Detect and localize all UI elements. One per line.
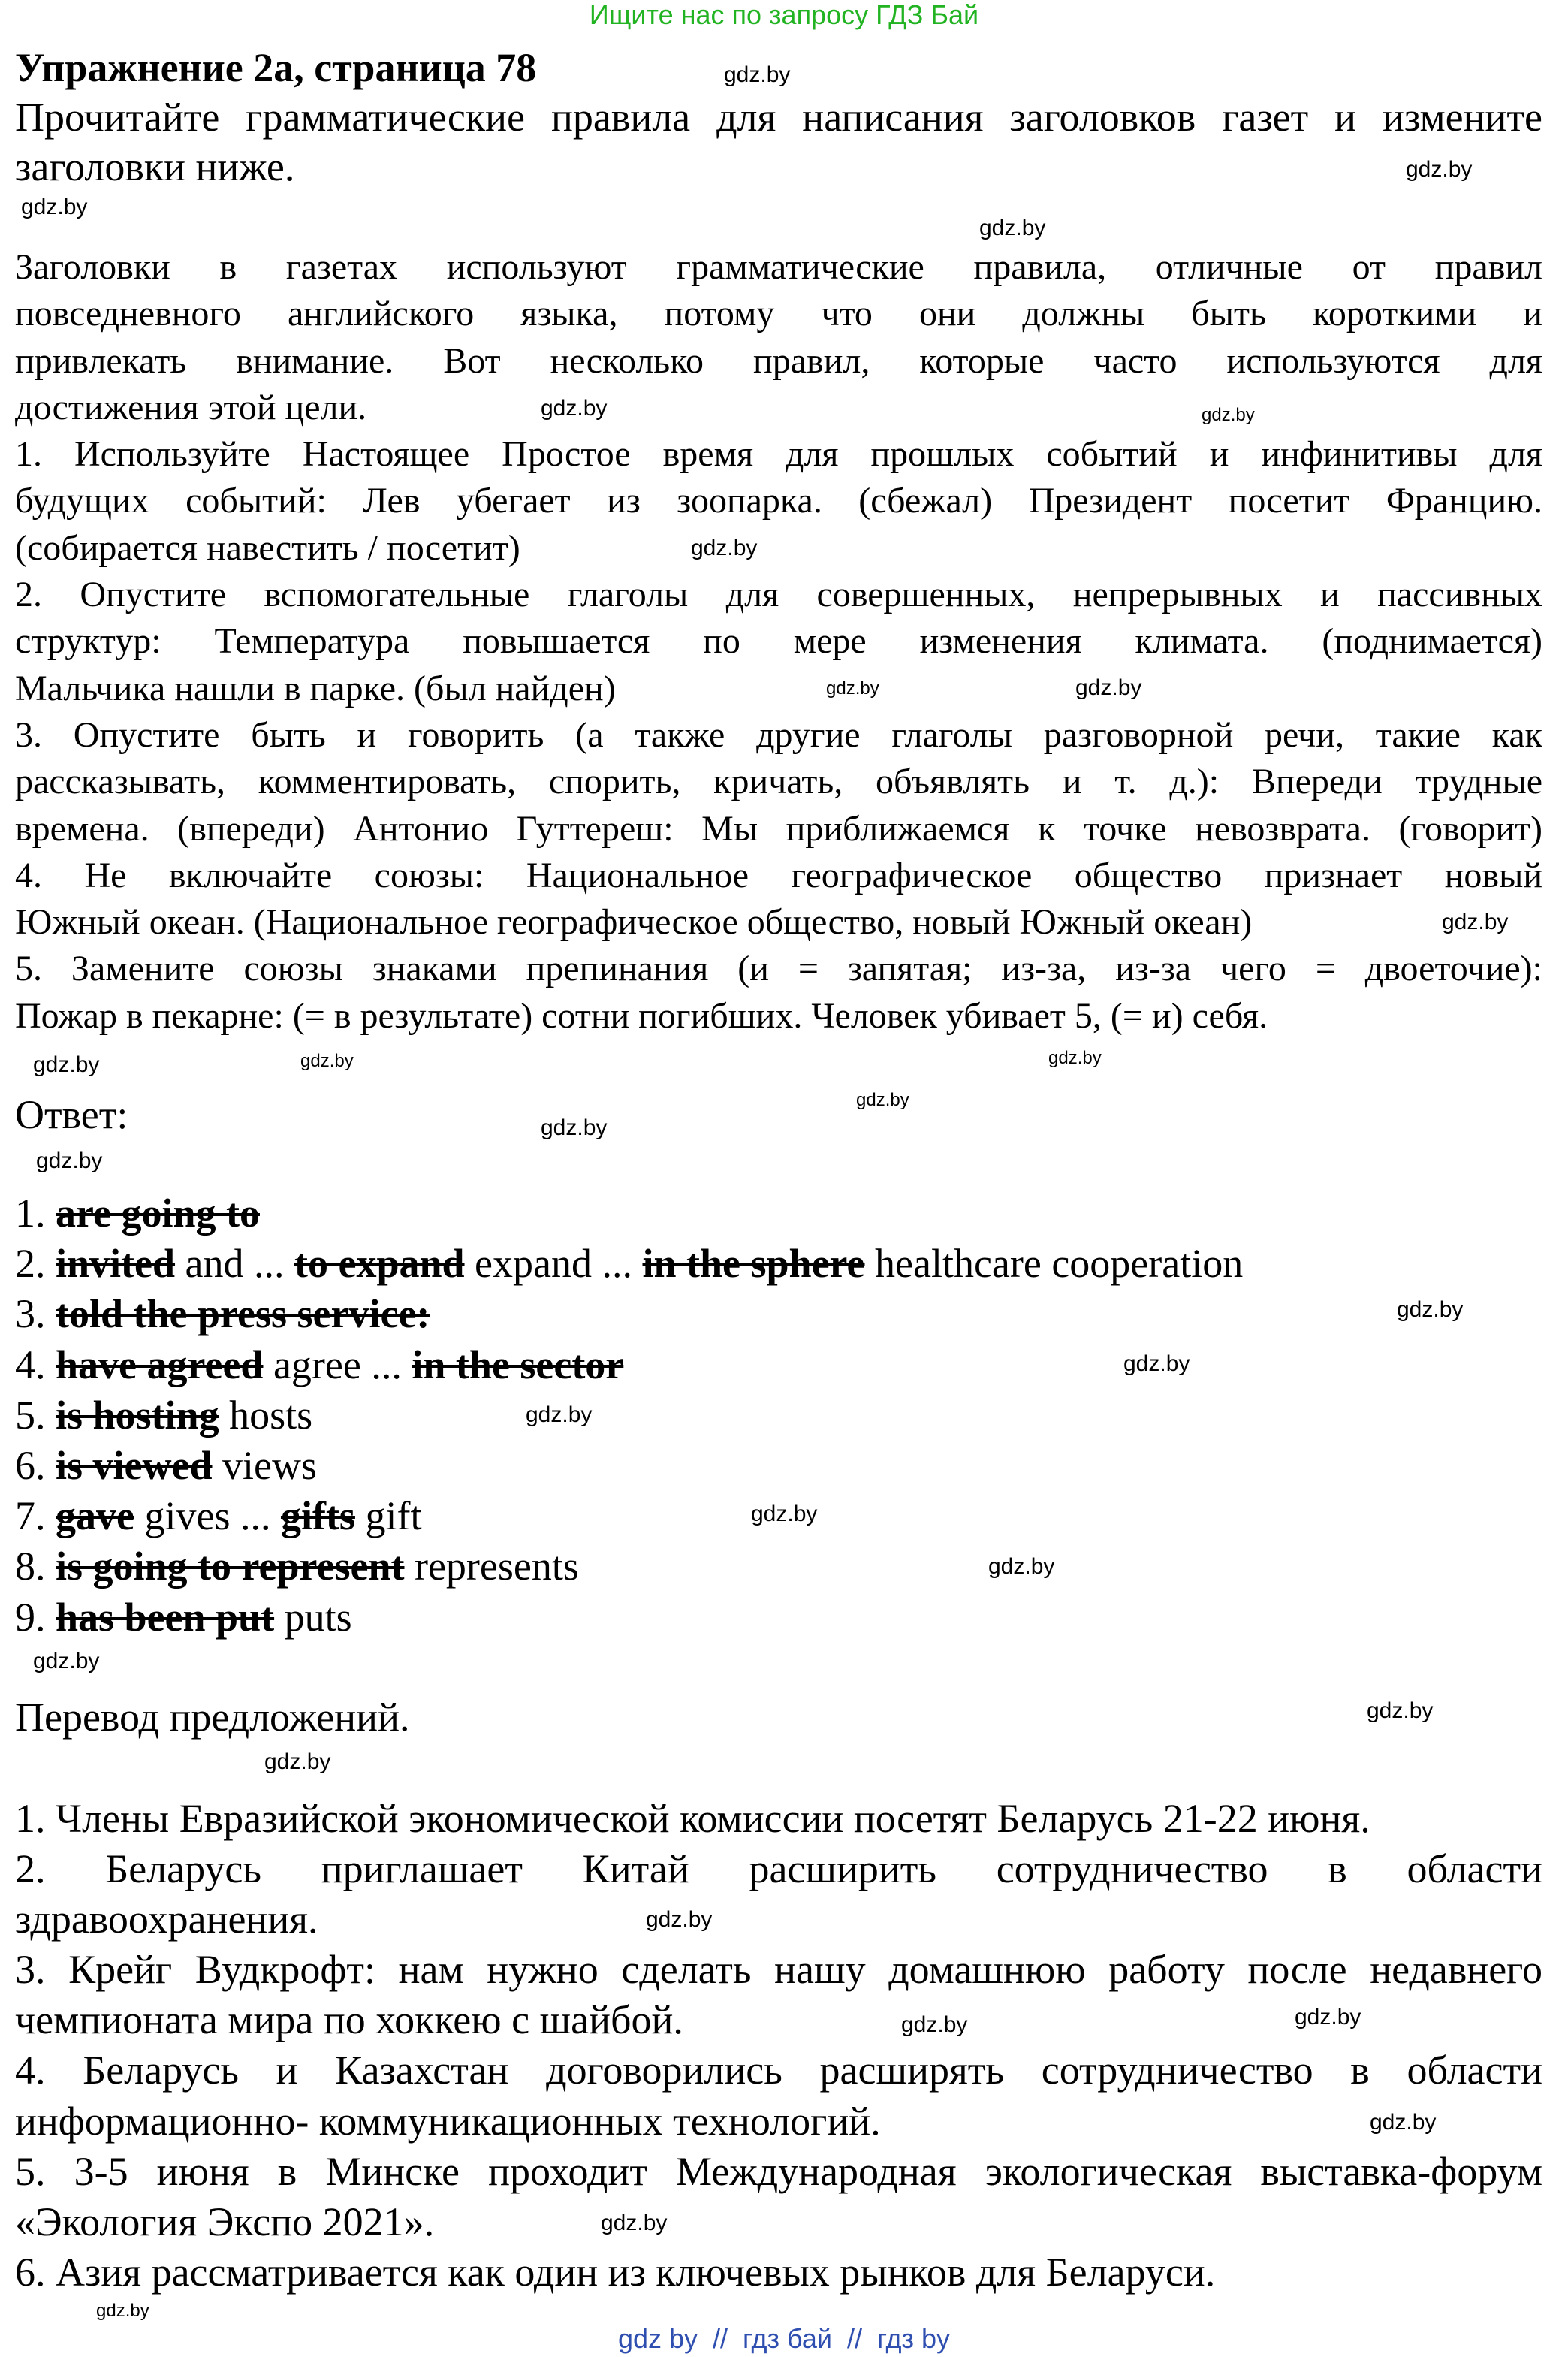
watermark: gdz.by: [988, 1554, 1055, 1579]
correction-text: healthcare cooperation: [875, 1241, 1244, 1287]
text-line: Южный океан. (Национальное географическое общество, новый Южный океан): [15, 902, 1253, 943]
item-number: 5.: [15, 1392, 46, 1438]
task-instructions: [15, 92, 1542, 192]
answer-item: [15, 1491, 421, 1541]
struck-text: invited: [56, 1241, 176, 1287]
translation-line: здравоохранения.: [15, 1897, 318, 1942]
watermark: gdz.by: [1075, 675, 1142, 700]
watermark: gdz.by: [646, 1907, 713, 1932]
watermark: gdz.by: [1406, 157, 1473, 182]
text-line: привлекать внимание. Вот несколько правил, которые часто используются для: [15, 340, 1542, 381]
item-number: 2.: [15, 1241, 46, 1287]
text-line: будущих событий: Лев убегает из зоопарка. (сбежал) Президент посетит Францию.: [15, 481, 1542, 521]
correction-text: hosts: [229, 1392, 313, 1438]
watermark: gdz.by: [751, 1501, 818, 1526]
struck-text: in the sphere: [642, 1241, 865, 1287]
struck-text: in the sector: [412, 1341, 624, 1387]
footer-links[interactable]: gdz by // гдз бай // гдз by: [617, 2323, 951, 2354]
correction-text: puts: [284, 1594, 352, 1640]
rules-text: [15, 244, 1542, 1040]
translation-line: 2. Беларусь приглашает Китай расширить сотрудничество в области: [15, 1846, 1542, 1892]
watermark: gdz.by: [1295, 2005, 1361, 2030]
translation-line: 1. Члены Евразийской экономической комиссии посетят Беларусь 21-22 июня.: [15, 1796, 1370, 1841]
answer-item: [15, 1188, 260, 1239]
watermark: gdz.by: [33, 1052, 100, 1077]
correction-text: gift: [365, 1493, 422, 1539]
rule-1: 1. Используйте Настоящее Простое время для прошлых событий и инфинитивы для: [15, 434, 1542, 475]
watermark: gdz.by: [300, 1051, 354, 1071]
answer-item: [15, 1239, 1243, 1289]
translation-heading: Перевод предложений.: [15, 1695, 410, 1740]
watermark: gdz.by: [1370, 2110, 1437, 2135]
item-number: 3.: [15, 1291, 46, 1337]
item-number: 4.: [15, 1341, 46, 1387]
watermark: gdz.by: [264, 1749, 331, 1774]
struck-text: have agreed: [56, 1341, 264, 1387]
text-line: рассказывать, комментировать, спорить, кричать, объявлять и т. д.): Впереди трудные: [15, 762, 1542, 802]
struck-text: has been put: [56, 1594, 275, 1640]
watermark: gdz.by: [36, 1148, 103, 1173]
struck-text: told the press service:: [56, 1291, 430, 1337]
watermark: gdz.by: [21, 195, 88, 219]
translation-line: «Экология Экспо 2021».: [15, 2199, 435, 2244]
struck-text: gifts: [280, 1493, 355, 1539]
struck-text: are going to: [56, 1191, 260, 1236]
item-number: 6.: [15, 1443, 46, 1489]
correction-text: agree ...: [273, 1341, 402, 1387]
text-line: (собирается навестить / посетит): [15, 527, 520, 568]
watermark: gdz.by: [1202, 405, 1255, 425]
translation-line: информационно- коммуникационных технологий.: [15, 2098, 881, 2144]
translation-line: 6. Азия рассматривается как один из ключевых рынков для Беларуси.: [15, 2249, 1216, 2295]
struck-text: gave: [56, 1493, 134, 1539]
watermark: gdz.by: [1442, 910, 1509, 934]
watermark: gdz.by: [1397, 1297, 1464, 1322]
rule-4: 4. Не включайте союзы: Национальное географическое общество признает новый: [15, 855, 1542, 895]
text-line: Заголовки в газетах используют грамматические правила, отличные от правил: [15, 247, 1542, 287]
translation-line: 5. 3-5 июня в Минске проходит Международная экологическая выставка-форум: [15, 2148, 1542, 2194]
watermark: gdz.by: [541, 396, 608, 421]
rule-3: 3. Опустите быть и говорить (а также другие глаголы разговорной речи, такие как: [15, 714, 1542, 755]
watermark: gdz.by: [1048, 1048, 1102, 1068]
answer-item: [15, 1441, 317, 1491]
watermark: gdz.by: [691, 536, 758, 560]
text-line: заголовки ниже.: [15, 144, 295, 189]
text-line: структур: Температура повышается по мере изменения климата. (поднимается): [15, 621, 1542, 662]
translation-list: [15, 1794, 1542, 2298]
watermark: gdz.by: [1367, 1698, 1434, 1723]
correction-text: gives ...: [144, 1493, 271, 1539]
watermark: gdz.by: [601, 2211, 668, 2235]
watermark: gdz.by: [33, 1649, 100, 1673]
answer-heading: Ответ:: [15, 1092, 128, 1137]
correction-text: and ...: [185, 1241, 285, 1287]
item-number: 9.: [15, 1594, 46, 1640]
page-title: Упражнение 2a, страница 78: [15, 45, 537, 90]
answer-item: [15, 1541, 579, 1592]
watermark: gdz.by: [856, 1090, 909, 1110]
struck-text: to expand: [294, 1241, 465, 1287]
answer-item: [15, 1289, 430, 1339]
struck-text: is viewed: [56, 1443, 213, 1489]
answer-list: [15, 1188, 1542, 1643]
correction-text: views: [222, 1443, 317, 1489]
answer-item: [15, 1390, 312, 1441]
text-line: Пожар в пекарне: (= в результате) сотни погибших. Человек убивает 5, (= и) себя.: [15, 995, 1268, 1036]
watermark: gdz.by: [1123, 1351, 1190, 1376]
watermark: gdz.by: [901, 2012, 968, 2037]
answer-item: [15, 1592, 352, 1643]
translation-line: 3. Крейг Вудкрофт: нам нужно сделать нашу домашнюю работу после недавнего: [15, 1947, 1542, 1993]
struck-text: is going to represent: [56, 1544, 405, 1589]
translation-line: 4. Беларусь и Казахстан договорились расширять сотрудничество в области: [15, 2048, 1542, 2093]
watermark: gdz.by: [724, 62, 791, 87]
rule-5: 5. Замените союзы знаками препинания (и = запятая; из-за, из-за чего = двоеточие):: [15, 949, 1542, 989]
watermark: gdz.by: [541, 1115, 608, 1140]
rule-2: 2. Опустите вспомогательные глаголы для совершенных, непрерывных и пассивных: [15, 575, 1542, 615]
item-number: 1.: [15, 1191, 46, 1236]
text-line: достижения этой цели.: [15, 387, 367, 427]
watermark: gdz.by: [826, 678, 879, 699]
text-line: повседневного английского языка, потому что они должны быть короткими и: [15, 294, 1542, 334]
item-number: 8.: [15, 1544, 46, 1589]
text-line: Прочитайте грамматические правила для написания заголовков газет и измените: [15, 95, 1542, 140]
struck-text: is hosting: [56, 1392, 219, 1438]
watermark: gdz.by: [526, 1402, 593, 1427]
watermark: gdz.by: [979, 216, 1046, 240]
correction-text: expand ...: [475, 1241, 632, 1287]
correction-text: represents: [414, 1544, 579, 1589]
search-banner[interactable]: Ищите нас по запросу ГДЗ Бай: [589, 0, 979, 30]
text-line: времена. (впереди) Антонио Гуттереш: Мы приближаемся к точке невозврата. (говорит): [15, 808, 1542, 849]
text-line: Мальчика нашли в парке. (был найден): [15, 668, 616, 708]
translation-line: чемпионата мира по хоккею с шайбой.: [15, 1997, 683, 2043]
watermark: gdz.by: [96, 2301, 149, 2321]
item-number: 7.: [15, 1493, 46, 1539]
answer-item: [15, 1340, 623, 1390]
